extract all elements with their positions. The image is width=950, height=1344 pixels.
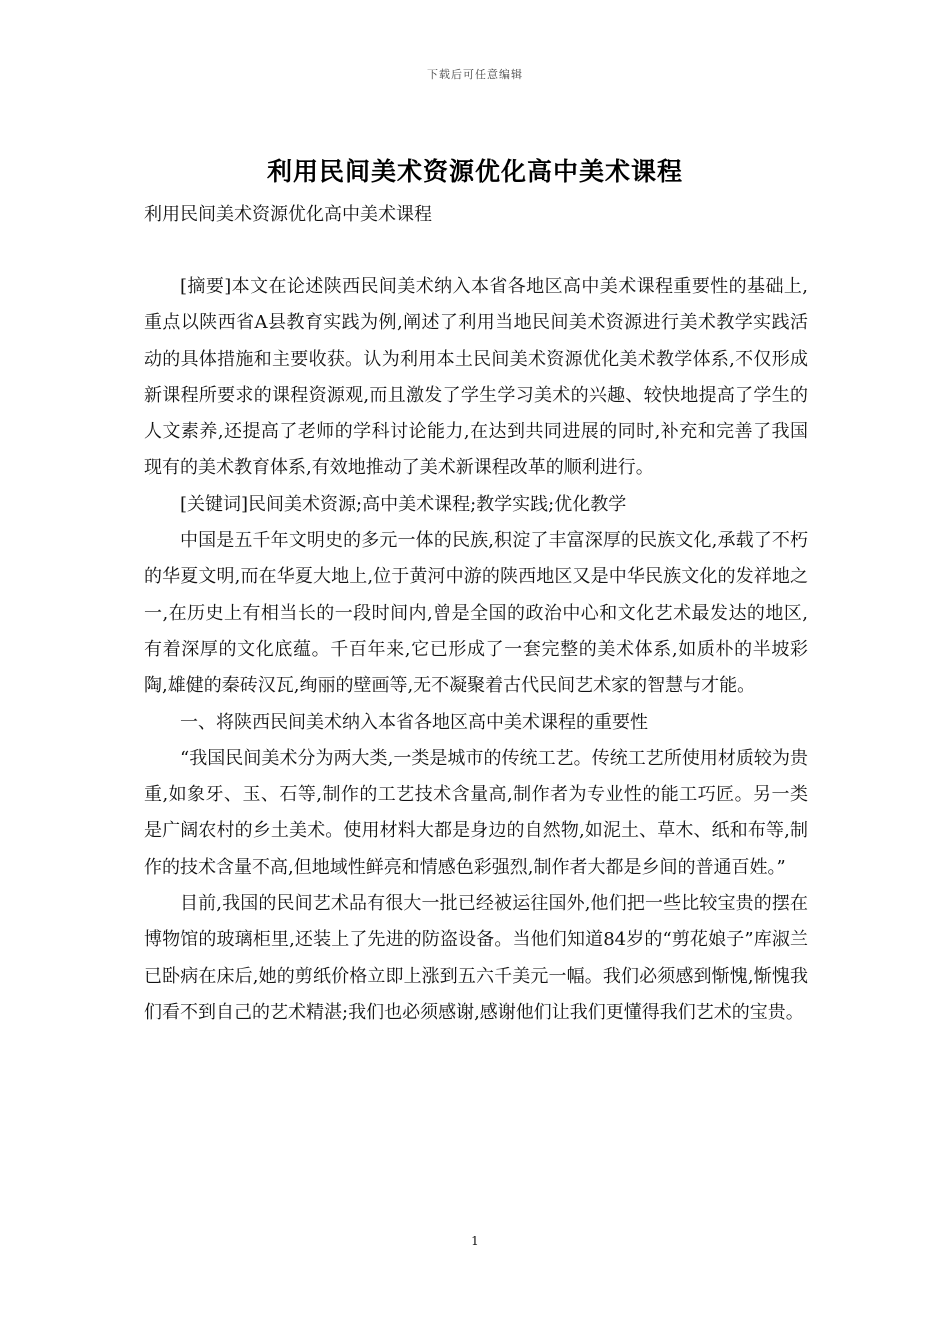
keywords-paragraph: [关键词]民间美术资源;高中美术课程;教学实践;优化教学 bbox=[180, 493, 627, 515]
section-heading: 一、将陕西民间美术纳入本省各地区高中美术课程的重要性 bbox=[180, 711, 648, 733]
document-title: 利用民间美术资源优化高中美术课程 bbox=[266, 157, 683, 186]
page-number: 1 bbox=[471, 1234, 479, 1248]
document-subtitle: 利用民间美术资源优化高中美术课程 bbox=[144, 204, 432, 225]
abstract-paragraph: [摘要]本文在论述陕西民间美术纳入本省各地区高中美术课程重要性的基础上,重点以陕西省A县教育实践为例,阐述了利用当地民间美术资源进行美术教学实践活动的具体措施和主要收获。认为利用本土民间美术资源优化美术教学体系,不仅形成新课程所要求的课程资源观,而且激发了学生学习美术的兴趣、较快地提高了学生的人文素养,还提高了老师的学科讨论能力,在达到共同进展的同时,补充和完善了我国现有的美术教育体系,有效地推动了美术新课程改革的顺利进行。 bbox=[144, 276, 808, 479]
page-header-note: 下载后可任意编辑 bbox=[427, 68, 523, 81]
body-paragraph: 目前,我国的民间艺术品有很大一批已经被运往国外,他们把一些比较宝贵的摆在博物馆的玻璃柜里,还装上了先进的防盗设备。当他们知道84岁的“剪花娘子”库淑兰已卧病在床后,她的剪纸价格立即上涨到五六千美元一幅。我们必须感到惭愧,惭愧我们看不到自己的艺术精湛;我们也必须感谢,感谢他们让我们更懂得我们艺术的宝贵。 bbox=[144, 893, 808, 1023]
quote-paragraph: “我国民间美术分为两大类,一类是城市的传统工艺。传统工艺所使用材质较为贵重,如象牙、玉、石等,制作的工艺技术含量高,制作者为专业性的能工巧匠。另一类是广阔农村的乡土美术。使用材料大都是身边的自然物,如泥土、草木、纸和布等,制作的技术含量不高,但地域性鲜亮和情感色彩强烈,制作者大都是乡间的普通百姓。” bbox=[144, 747, 808, 878]
body-paragraph: 中国是五千年文明史的多元一体的民族,积淀了丰富深厚的民族文化,承载了不朽的华夏文明,而在华夏大地上,位于黄河中游的陕西地区又是中华民族文化的发祥地之一,在历史上有相当长的一段时间内,曾是全国的政治中心和文化艺术最发达的地区,有着深厚的文化底蕴。千百年来,它已形成了一套完整的美术体系,如质朴的半坡彩陶,雄健的秦砖汉瓦,绚丽的壁画等,无不凝聚着古代民间艺术家的智慧与才能。 bbox=[144, 530, 808, 697]
document-body bbox=[144, 269, 808, 1031]
